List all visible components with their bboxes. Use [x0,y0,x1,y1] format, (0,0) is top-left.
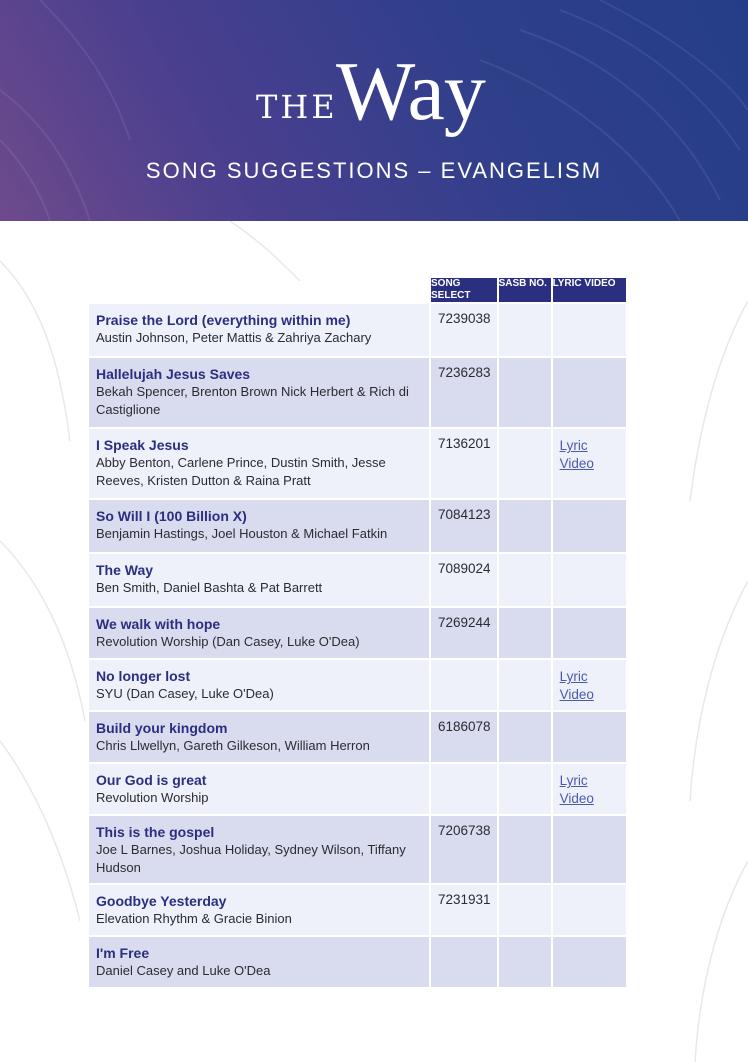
lyric-video-cell [551,429,626,500]
sasb-number [497,764,551,816]
song-cell [89,608,429,660]
song-title: We walk with hope [96,616,221,632]
song-title: I Speak Jesus [96,437,189,453]
table-row [89,816,626,885]
song-authors: Daniel Casey and Luke O'Dea [96,963,271,978]
table-row [89,937,626,989]
song-authors: Elevation Rhythm & Gracie Binion [96,911,292,926]
song-cell [89,885,429,937]
lyric-video-cell [551,554,626,608]
song-select-number [429,764,497,816]
sasb-number [497,937,551,989]
song-cell [89,764,429,816]
sasb-number [497,554,551,608]
lyric-video-cell [551,358,626,429]
sasb-number [497,816,551,885]
table-row [89,660,626,712]
table-row [89,712,626,764]
lyric-video-cell [551,660,626,712]
sasb-number [497,660,551,712]
song-authors: Benjamin Hastings, Joel Houston & Michael Fatkin [96,526,388,541]
column-header-song-select: SONG SELECT [429,278,497,302]
sasb-number [497,304,551,358]
song-select-number: 7089024 [429,554,497,608]
song-cell [89,554,429,608]
header-blank [89,278,429,302]
lyric-video-cell [551,885,626,937]
sasb-number [497,608,551,660]
lyric-video-cell [551,712,626,764]
song-select-number: 7269244 [429,608,497,660]
song-authors: Revolution Worship (Dan Casey, Luke O'Dea) [96,634,360,649]
sasb-number [497,885,551,937]
the-way-logo [0,45,748,145]
song-authors: SYU (Dan Casey, Luke O'Dea) [96,686,274,701]
song-table [89,278,626,989]
song-select-number [429,937,497,989]
lyric-video-cell [551,937,626,989]
song-cell [89,660,429,712]
lyric-video-link[interactable]: Lyric Video [559,438,594,471]
song-authors: Bekah Spencer, Brenton Brown Nick Herbert & Rich di Castiglione [96,384,409,417]
song-select-number: 7136201 [429,429,497,500]
song-authors: Revolution Worship [96,790,209,805]
song-authors: Austin Johnson, Peter Mattis & Zahriya Zachary [96,330,372,345]
song-authors: Joe L Barnes, Joshua Holiday, Sydney Wilson, Tiffany Hudson [96,842,406,875]
song-title: Goodbye Yesterday [96,893,227,909]
song-cell [89,712,429,764]
logo-the-text: THE [256,88,338,126]
song-title: This is the gospel [96,824,215,840]
lyric-video-link[interactable]: Lyric Video [559,773,594,806]
song-cell [89,937,429,989]
table-row [89,358,626,429]
table-row [89,885,626,937]
song-title: So Will I (100 Billion X) [96,508,247,524]
logo-way-text: Way [336,45,485,138]
song-select-number [429,660,497,712]
table-row [89,429,626,500]
table-header-row [89,278,626,302]
column-header-sasb: SASB NO. [497,278,551,302]
column-header-lyric-video: LYRIC VIDEO [551,278,626,302]
song-title: Build your kingdom [96,720,228,736]
song-title: Praise the Lord (everything within me) [96,312,351,328]
table-row [89,500,626,554]
page-subtitle: SONG SUGGESTIONS – EVANGELISM [145,158,603,183]
song-authors: Chris Llwellyn, Gareth Gilkeson, William Herron [96,738,370,753]
song-title: Hallelujah Jesus Saves [96,366,251,382]
song-title: No longer lost [96,668,191,684]
table-row [89,608,626,660]
song-cell [89,500,429,554]
song-cell [89,358,429,429]
song-select-number: 7239038 [429,304,497,358]
song-select-number: 7084123 [429,500,497,554]
song-title: Our God is great [96,772,207,788]
song-authors: Ben Smith, Daniel Bashta & Pat Barrett [96,580,323,595]
sasb-number [497,358,551,429]
table-row [89,764,626,816]
song-select-number: 7231931 [429,885,497,937]
sasb-number [497,500,551,554]
song-select-number: 7206738 [429,816,497,885]
song-select-number: 7236283 [429,358,497,429]
lyric-video-link[interactable]: Lyric Video [559,669,594,702]
song-cell [89,816,429,885]
table-row [89,304,626,358]
lyric-video-cell [551,304,626,358]
song-cell [89,304,429,358]
song-title: The Way [96,562,154,578]
lyric-video-cell [551,816,626,885]
lyric-video-cell [551,500,626,554]
song-cell [89,429,429,500]
song-select-number: 6186078 [429,712,497,764]
table-row [89,554,626,608]
header-banner [0,0,748,221]
sasb-number [497,712,551,764]
song-authors: Abby Benton, Carlene Prince, Dustin Smith, Jesse Reeves, Kristen Dutton & Raina Pratt [96,455,386,488]
lyric-video-cell [551,608,626,660]
sasb-number [497,429,551,500]
lyric-video-cell [551,764,626,816]
song-title: I'm Free [96,945,150,961]
